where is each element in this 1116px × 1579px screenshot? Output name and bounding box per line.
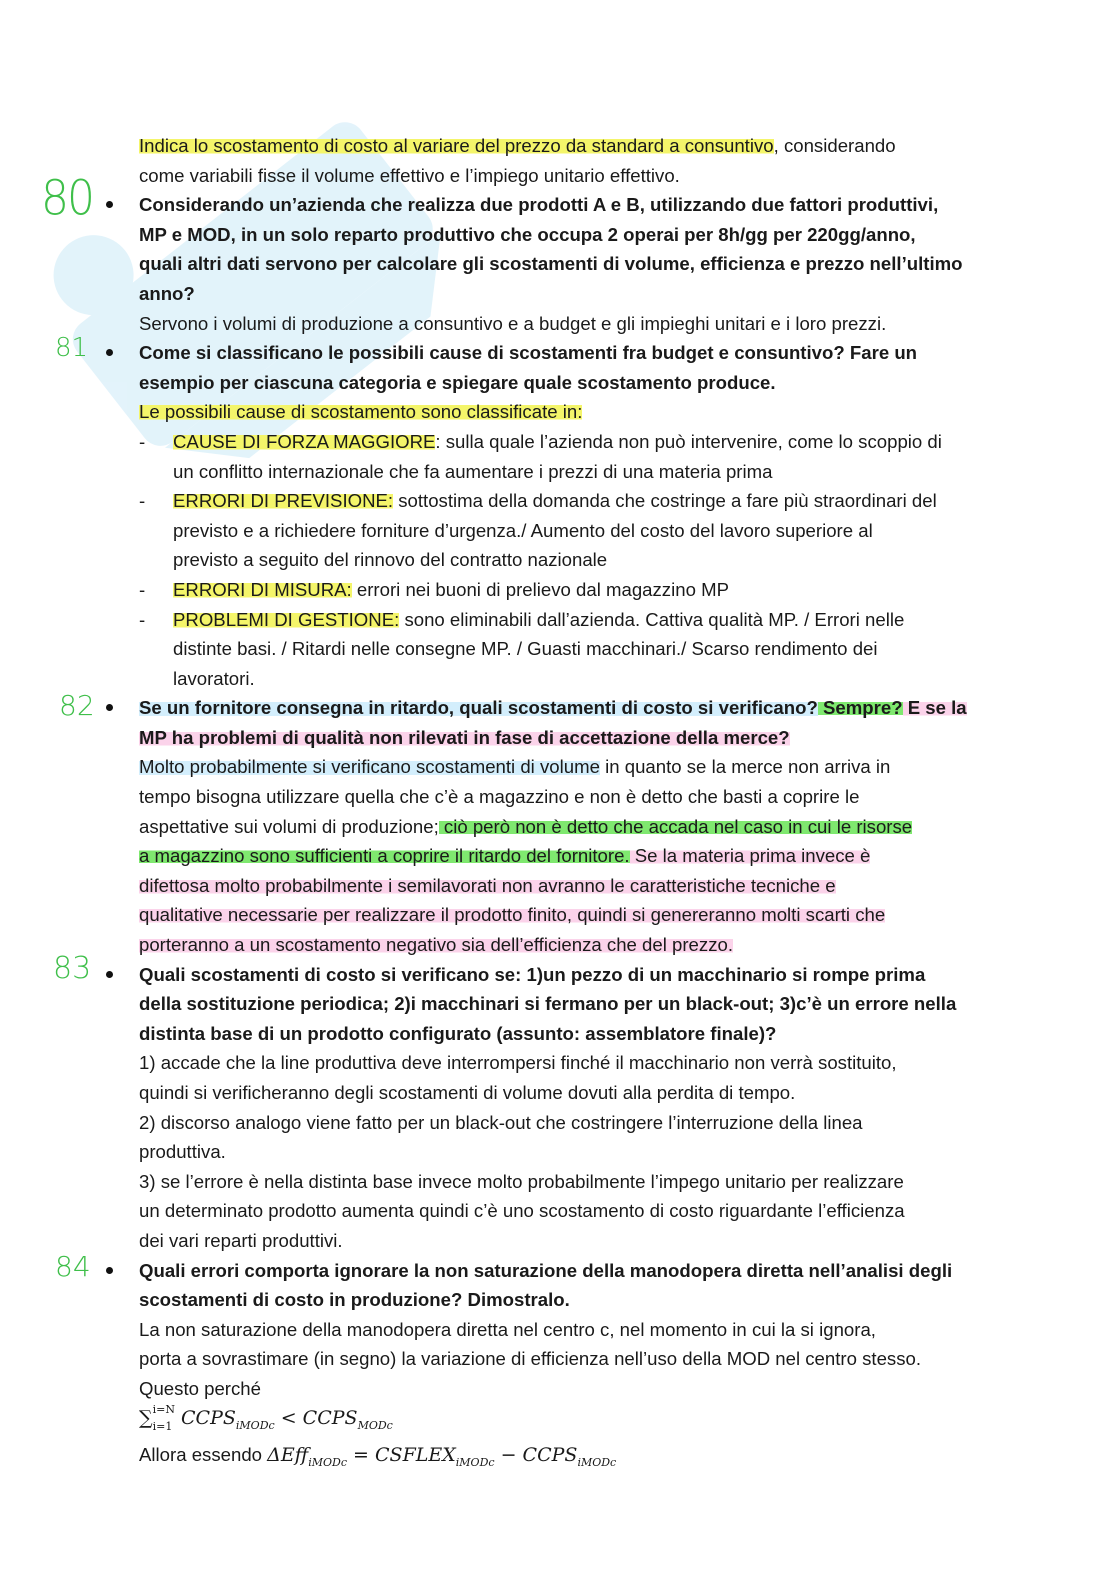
answer-81-intro: Le possibili cause di scostamento sono classificate in: — [139, 401, 583, 423]
handwritten-number-81: 81 — [55, 333, 89, 364]
handwritten-number-83: 83 — [53, 950, 92, 986]
intro-paragraph: Indica lo scostamento di costo al variare del prezzo da standard a consuntivo, considerando come variabili fisse il volume effettivo e l’impiego unitario effettivo. — [139, 135, 896, 186]
question-80: 80 Considerando un’azienda che realizza due prodotti A e B, utilizzando due fattori produttivi, MP e MOD, in un solo reparto produttivo che occupa 2 operai per 8h/gg per 220gg/anno, quali altri dati servono per calcolare gli scostamenti di volume, efficienza e prezzo nell’ultimo anno? Servono i volumi di produzione a consuntivo e a budget e gli impieghi unitari e i loro prezzi. — [139, 190, 1019, 338]
cause-item: - ERRORI DI PREVISIONE: sottostima della domanda che costringe a fare più straordinari del previsto e a richiedere forniture d’urgenza./ Aumento del costo del lavoro superiore al previsto a seguito del rinnovo del contratto nazionale — [139, 490, 937, 571]
bullet — [106, 349, 113, 356]
page-content — [41, 131, 1019, 1477]
cause-label: CAUSE DI FORZA MAGGIORE — [173, 430, 436, 452]
bullet — [106, 201, 113, 208]
formula-efficiency: Allora essendo $\Delta Eff_{iMODc} = CSFLEX_{iMODc}$ − $CCPS_{iMODc}$ — [139, 1443, 617, 1469]
question-83: 83 Quali scostamenti di costo si verificano se: 1)un pezzo di un macchinario si rompe prima della sostituzione periodica; 2)i macchinari si fermano per un black-out; 3)c’è un errore nella distinta base di un prodotto configurato (assunto: assemblatore finale)? 1) accade che la line produttiva deve interrompersi finché il macchinario non verrà sostituito, quindi si verificheranno degli scostamenti di volume dovuti alla perdita di tempo. 2) discorso analogo viene fatto per un black-out che costringere l’interruzione della linea produttiva. 3) se l’errore è nella distinta base invece molto probabilmente l’impego unitario per realizzare un determinato prodotto aumenta quindi c’è uno scostamento di costo riguardante l’efficienza dei vari reparti produttivi. — [53, 950, 957, 1251]
handwritten-number-84: 84 — [55, 1249, 91, 1283]
intro-highlight: Indica lo scostamento di costo al variare del prezzo da standard a consuntivo — [139, 135, 774, 156]
cause-item: - ERRORI DI MISURA: errori nei buoni di prelievo dal magazzino MP — [139, 578, 729, 600]
handwritten-number-80: 80 — [41, 170, 93, 227]
question-82: 82 Se un fornitore consegna in ritardo, quali scostamenti di costo si verificano? Sempre? E se la MP ha problemi di qualità non rilevati in fase di accettazione della merce? Molto probabilmente si verificano scostamenti di volume in quanto se la merce non arriva in tempo bisogna utilizzare quella che c’è a magazzino e non è detto che basti a coprire le aspettative sui volumi di produzione; ciò però non è detto che accada nel caso in cui le risorse a magazzino sono sufficienti a coprire il ritardo del fornitore. Se la materia prima invece è difettosa molto probabilmente i semilavorati non avranno le caratteristiche tecniche e qualitative necessarie per realizzare il prodotto finito, quindi si genereranno molti scarti che porteranno a un scostamento negativo sia dell’efficienza che del prezzo. — [59, 689, 967, 956]
cause-item: - PROBLEMI DI GESTIONE: sono eliminabili dall’azienda. Cattiva qualità MP. / Errori nelle distinte basi. / Ritardi nelle consegne MP. / Guasti macchinari./ Scarso rendimento dei lavoratori. — [139, 608, 905, 689]
cause-label: PROBLEMI DI GESTIONE: — [173, 608, 400, 630]
cause-label: ERRORI DI MISURA: — [173, 578, 352, 600]
question-81: 81 Come si classificano le possibili cause di scostamenti fra budget e consuntivo? Fare un esempio per ciascuna categoria e spiegare quale scostamento produce. Le possibili cause di scostamento sono classificate in: - CAUSE DI FORZA MAGGIORE: sulla quale l’azienda non può intervenire, come lo scoppio di un conflitto internazionale che fa aumentare i prezzi di una materia prima - ERRORI DI PREVISIONE: sottostima della domanda che costringe a fare più straordinari del previsto e a richiedere forniture d’urgenza./ Aumento del costo del lavoro superiore al previsto a seguito del rinnovo del contratto nazionale - ERRORI DI MISURA: errori nei buoni di prelievo dal magazzino MP - PROBLEMI DI GESTIONE: sono eliminabili dall’azienda. Cattiva qualità MP. / Errori nelle distinte basi. / Ritardi nelle consegne MP. / Guasti macchinari./ Scarso rendimento dei lavoratori. — [139, 338, 1019, 693]
bullet — [106, 1267, 113, 1274]
question-84: 84 Quali errori comporta ignorare la non saturazione della manodopera diretta nell’analisi degli scostamenti di costo in produzione? Dimostralo. La non saturazione della manodopera diretta nel centro c, nel momento in cui la si ignora, porta a sovrastimare (in segno) la variazione di efficienza nell’uso della MOD nel centro stesso. Questo perché ∑$^{i=N}$ $_{i=1}$ $CCPS_{iMODc}$ < $CCPS_{MODc}$ Allora essendo $\Delta Eff_{iMODc} = CSFLEX_{iMODc}$ − $CCPS_{iMODc}$ — [139, 1256, 1019, 1478]
cause-label: ERRORI DI PREVISIONE: — [173, 490, 394, 512]
bullet — [106, 971, 113, 978]
formula-sum-inequality: ∑$^{i=N}$ $_{i=1}$ $CCPS_{iMODc}$ < $CCPS_{MODc}$ — [139, 1402, 393, 1434]
answer-80: Servono i volumi di produzione a consuntivo e a budget e gli impieghi unitari e i loro prezzi. — [139, 312, 887, 334]
bullet — [106, 704, 113, 711]
handwritten-number-82: 82 — [59, 689, 95, 723]
cause-item: - CAUSE DI FORZA MAGGIORE: sulla quale l’azienda non può intervenire, come lo scoppio di un conflitto internazionale che fa aumentare i prezzi di una materia prima — [139, 430, 942, 482]
